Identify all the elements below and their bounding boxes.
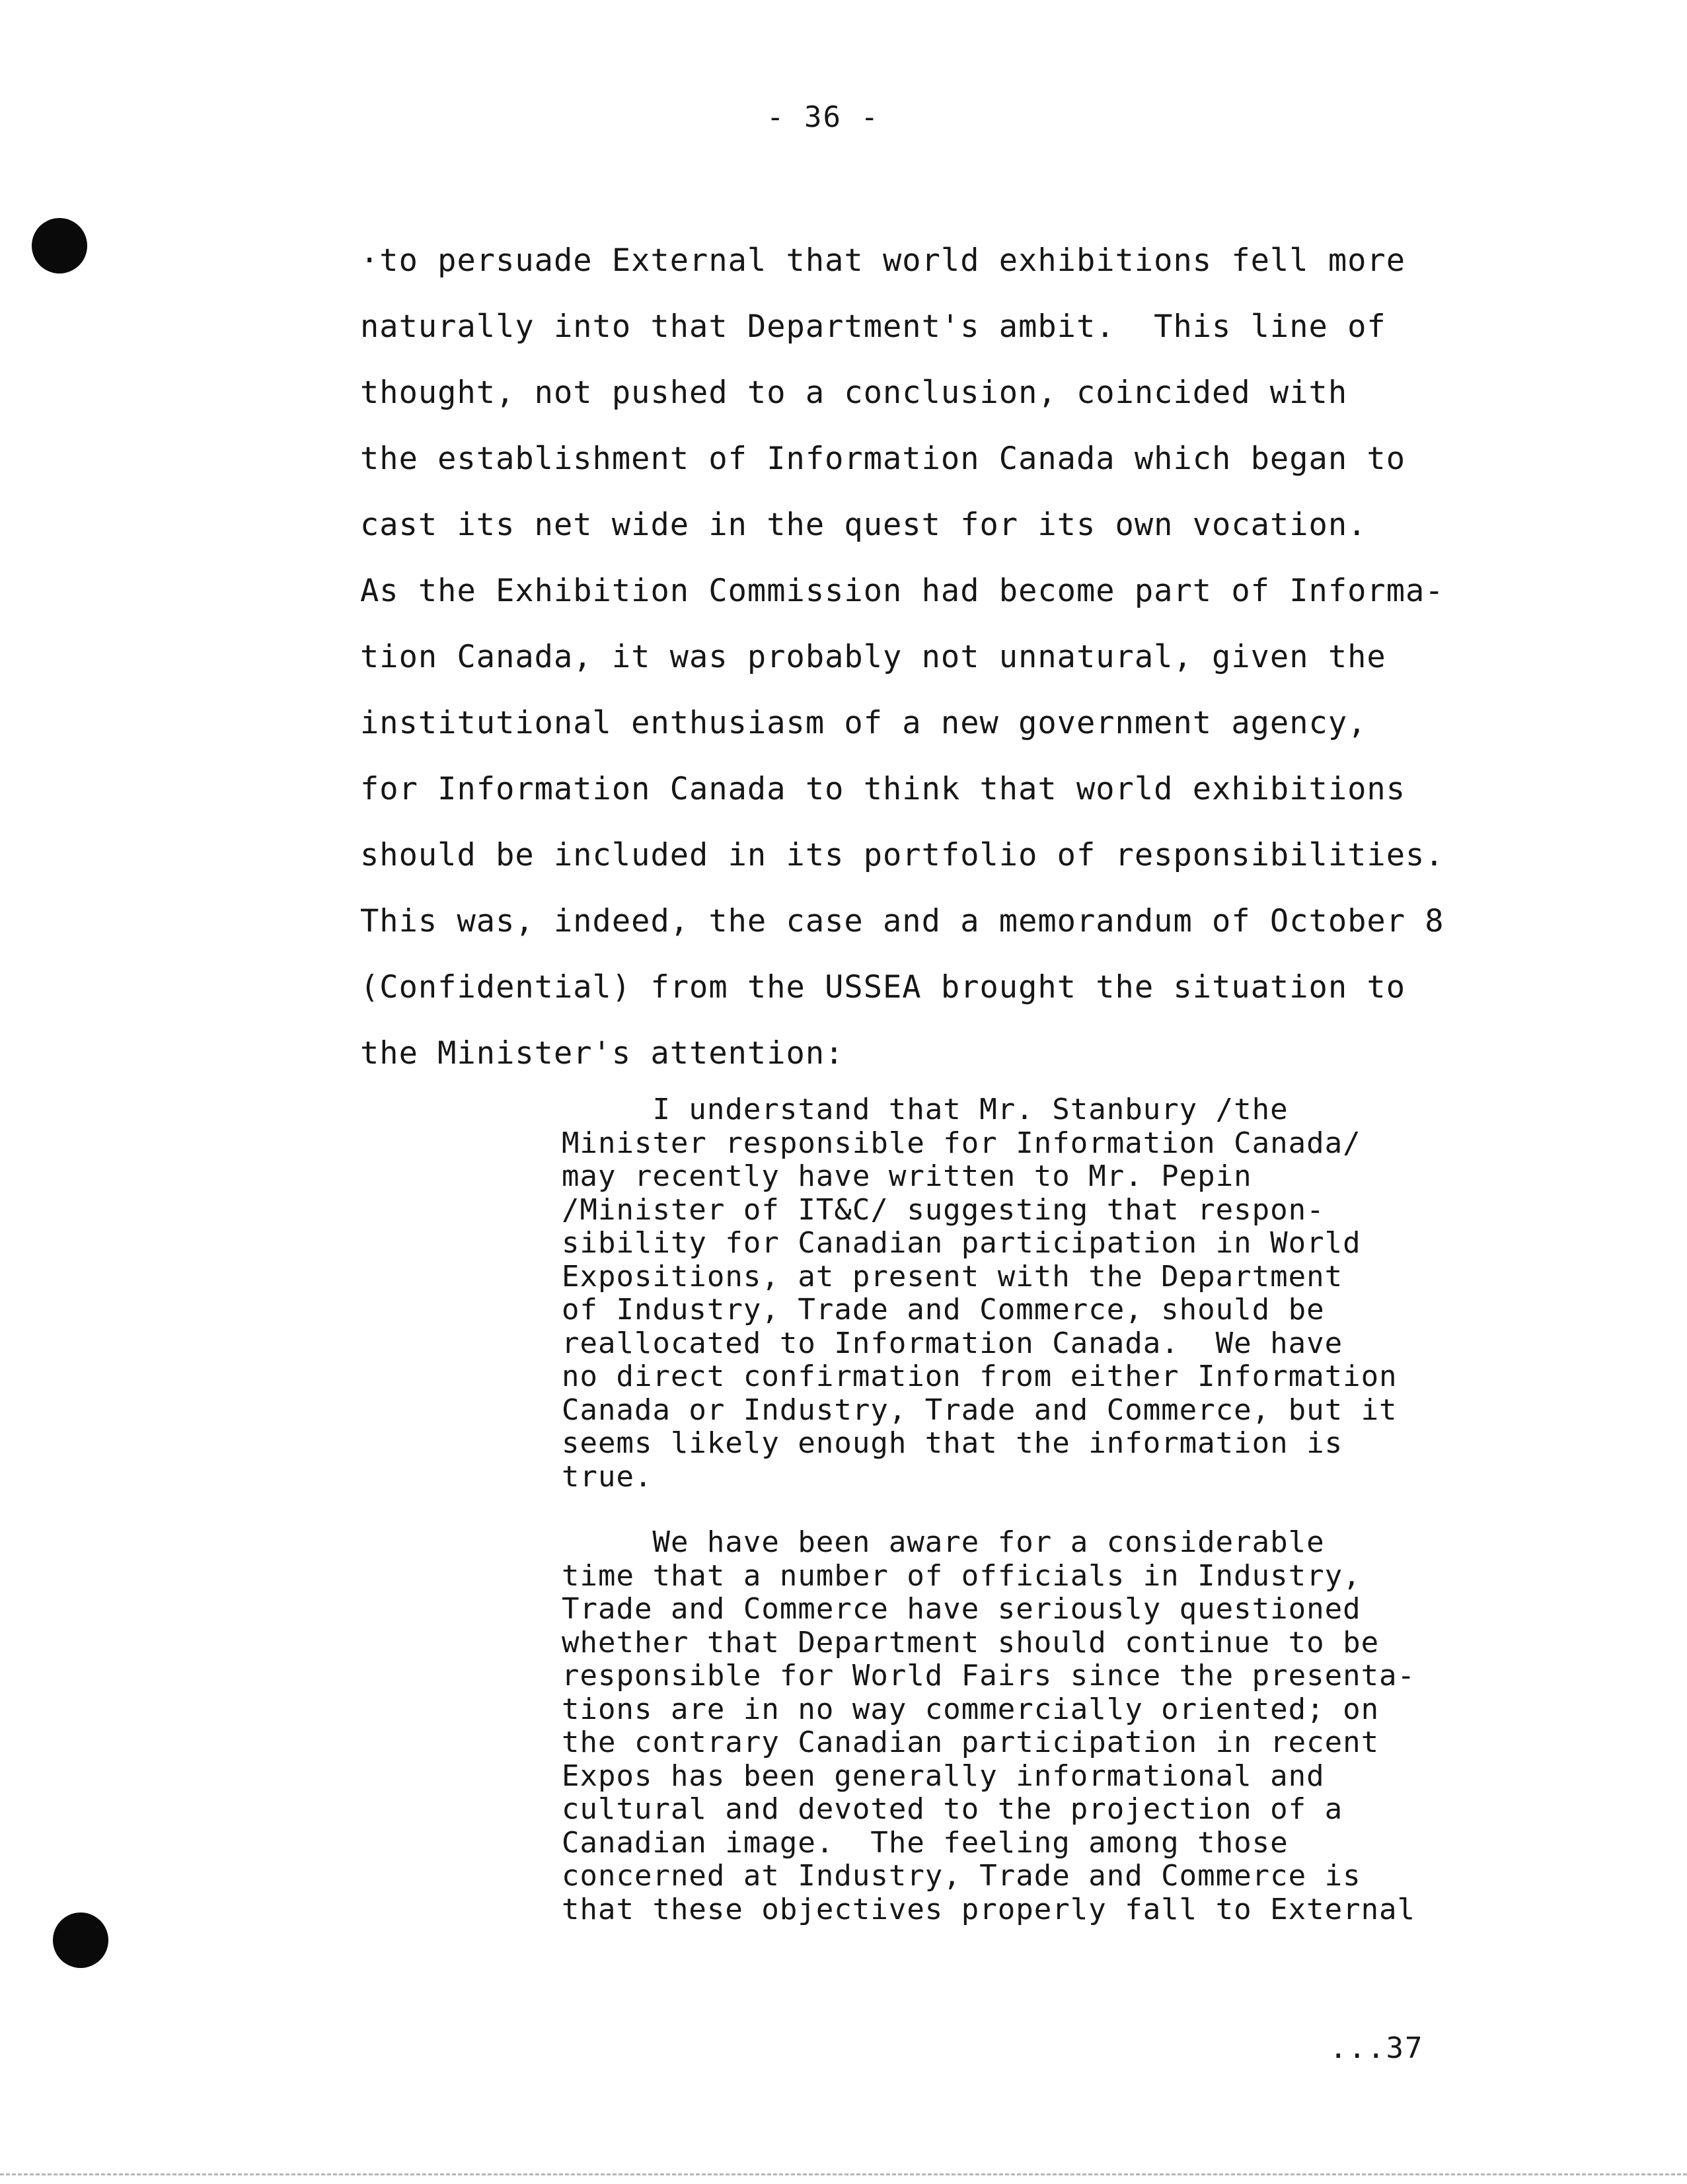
quote-line: seems likely enough that the information is bbox=[562, 1426, 1343, 1460]
quote-line: Minister responsible for Information Canada/ bbox=[562, 1126, 1361, 1160]
body-line: the establishment of Information Canada which began to bbox=[360, 441, 1406, 477]
body-line: This was, indeed, the case and a memorandum of October 8 bbox=[360, 903, 1444, 939]
quote-line: cultural and devoted to the projection of a bbox=[562, 1792, 1343, 1826]
body-line: the Minister's attention: bbox=[360, 1035, 844, 1072]
punch-hole-bottom bbox=[53, 1912, 108, 1968]
body-line: for Information Canada to think that world exhibitions bbox=[360, 771, 1406, 807]
quote-line: that these objectives properly fall to External bbox=[562, 1892, 1416, 1926]
quote-line: Trade and Commerce have seriously questioned bbox=[562, 1592, 1361, 1626]
quote-line: responsible for World Fairs since the presenta- bbox=[562, 1659, 1416, 1693]
quote-line: concerned at Industry, Trade and Commerce is bbox=[562, 1859, 1361, 1893]
quote-line: Canadian image. The feeling among those bbox=[562, 1825, 1289, 1860]
page-bottom-edge bbox=[0, 2173, 1687, 2175]
quote-line: Expositions, at present with the Department bbox=[562, 1259, 1343, 1293]
quote-line: Expos has been generally informational and bbox=[562, 1759, 1325, 1793]
continuation-marker: ...37 bbox=[1330, 2031, 1424, 2065]
body-line: cast its net wide in the quest for its own vocation. bbox=[360, 507, 1367, 543]
body-line: should be included in its portfolio of responsibilities. bbox=[360, 837, 1444, 873]
body-line: As the Exhibition Commission had become part of Informa- bbox=[360, 573, 1444, 609]
body-paragraph bbox=[360, 228, 1550, 1087]
quote-line: Canada or Industry, Trade and Commerce, but it bbox=[562, 1393, 1398, 1427]
punch-hole-top bbox=[32, 218, 87, 273]
quote-line: sibility for Canadian participation in World bbox=[562, 1226, 1361, 1260]
quote-line: true. bbox=[562, 1459, 653, 1494]
quote-line: tions are in no way commercially oriented; on bbox=[562, 1692, 1380, 1726]
quote-line: no direct confirmation from either Information bbox=[562, 1360, 1398, 1393]
quote-line: reallocated to Information Canada. We have bbox=[562, 1326, 1343, 1360]
block-quote-paragraph-2 bbox=[562, 1526, 1520, 1926]
quote-line: We have been aware for a considerable bbox=[562, 1525, 1325, 1559]
block-quote-paragraph-1 bbox=[562, 1093, 1520, 1494]
body-line: naturally into that Department's ambit. This line of bbox=[360, 309, 1386, 345]
body-line: ·to persuade External that world exhibitions fell more bbox=[360, 242, 1406, 279]
body-line: (Confidential) from the USSEA brought the situation to bbox=[360, 969, 1406, 1005]
quote-line: I understand that Mr. Stanbury /the bbox=[562, 1093, 1289, 1126]
quote-line: of Industry, Trade and Commerce, should be bbox=[562, 1293, 1325, 1327]
quote-line: may recently have written to Mr. Pepin bbox=[562, 1159, 1252, 1193]
body-line: thought, not pushed to a conclusion, coincided with bbox=[360, 375, 1348, 411]
quote-line: the contrary Canadian participation in recent bbox=[562, 1726, 1380, 1759]
quote-line: time that a number of officials in Industry, bbox=[562, 1558, 1361, 1593]
page-number: - 36 - bbox=[767, 100, 880, 134]
body-line: tion Canada, it was probably not unnatural, given the bbox=[360, 639, 1386, 675]
quote-line: whether that Department should continue to be bbox=[562, 1625, 1380, 1659]
quote-line: /Minister of IT&C/ suggesting that respon- bbox=[562, 1192, 1325, 1227]
body-line: institutional enthusiasm of a new government agency, bbox=[360, 705, 1367, 741]
